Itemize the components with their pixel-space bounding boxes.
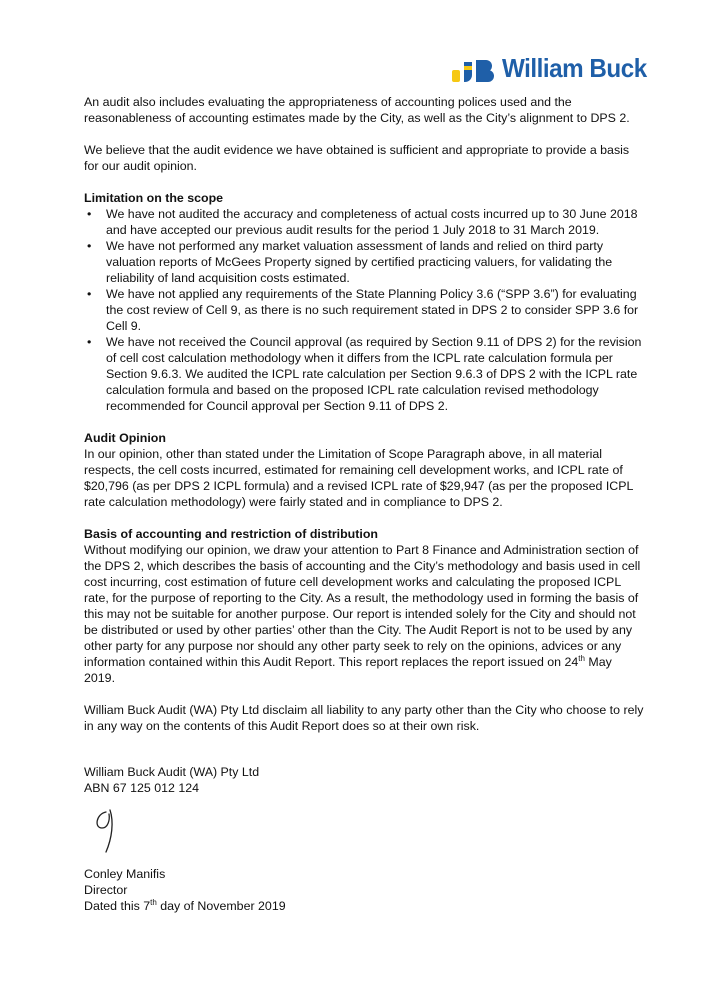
report-body — [84, 94, 644, 914]
disclaimer-paragraph: William Buck Audit (WA) Pty Ltd disclaim all liability to any party other than the City who choose to rely in any way on the contents of this Audit Report does so at their own risk. — [84, 703, 644, 733]
limitation-item: • We have not applied any requirements of the State Planning Policy 3.6 (“SPP 3.6”) for evaluating the cost review of Cell 9, as there is no such requirement stated in DPS 2 to consider SPP 3.6 for Cell 9. — [84, 286, 644, 334]
abn-number: ABN 67 125 012 124 — [84, 781, 200, 795]
dated-prefix: Dated this 7 — [84, 899, 151, 913]
intro-paragraph-2: We believe that the audit evidence we have obtained is sufficient and appropriate to provide a basis for our audit opinion. — [84, 143, 630, 173]
opinion-heading: Audit Opinion — [84, 431, 166, 445]
limitation-item: • We have not audited the accuracy and completeness of actual costs incurred up to 30 June 2018 and have accepted our previous audit results for the period 1 July 2018 to 31 March 2019. — [84, 206, 644, 238]
signatory-name: Conley Manifis — [84, 867, 166, 881]
logo-text: William Buck — [502, 53, 647, 83]
basis-date-tail: May 2019. — [84, 655, 612, 685]
william-buck-logo — [452, 52, 687, 84]
dated-tail: day of November 2019 — [156, 899, 286, 913]
limitation-list — [84, 206, 644, 414]
intro-paragraph-1: An audit also includes evaluating the appropriateness of accounting polices used and the reasonableness of accounting estimates made by the City, as well as the City’s alignment to DPS 2. — [84, 95, 630, 125]
signatory-title: Director — [84, 883, 128, 897]
basis-date-suffix: th — [578, 653, 585, 663]
basis-text: Without modifying our opinion, we draw your attention to Part 8 Finance and Administration section of the DPS 2, which describes the basis of accounting and the City’s methodology and basis used in cell cost incurring, cost estimation of future cell development works and calculating the proposed ICPL rate, for the purpose of reporting to the City. As a result, the methodology used in forming the basis of this may not be suitable for another purpose. Our report is intended solely for the City and should not be distributed or used by other parties’ other than the City. The Audit Report is not to be used by any other party for any purpose nor should any other party seek to rely on the opinions, advices or any information contained within this Audit Report. This report replaces the report issued on 24 — [84, 543, 641, 669]
basis-paragraph — [84, 542, 644, 686]
dated-line — [84, 898, 644, 914]
limitation-heading: Limitation on the scope — [84, 191, 224, 205]
logo-mark-icon — [452, 54, 498, 82]
signoff-block — [84, 764, 644, 914]
dated-suffix: th — [150, 897, 157, 907]
opinion-paragraph: In our opinion, other than stated under the Limitation of Scope Paragraph above, in all material respects, the cell costs incurred, estimated for remaining cell development works, and ICPL rate of $20,796 (as per DPS 2 ICPL formula) and a revised ICPL rate of $29,947 (as per the proposed ICPL rate calculation methodology) were fairly stated and in compliance to DPS 2. — [84, 447, 633, 509]
signature-image — [90, 804, 644, 854]
limitation-item: • We have not performed any market valuation assessment of lands and relied on third party valuation reports of McGees Property signed by certified practicing valuers, for validating the reliability of land acquisition costs estimated. — [84, 238, 644, 286]
basis-heading: Basis of accounting and restriction of distribution — [84, 527, 378, 541]
limitation-item: • We have not received the Council approval (as required by Section 9.11 of DPS 2) for the revision of cell cost calculation methodology when it differs from the ICPL rate calculation formula per Section 9.6.3. We audited the ICPL rate calculation per Section 9.6.3 of DPS 2 with the ICPL rate calculation formula and based on the proposed ICPL rate calculation revised methodology recommended for Council approval per Section 9.11 of DPS 2. — [84, 334, 644, 414]
firm-name: William Buck Audit (WA) Pty Ltd — [84, 765, 260, 779]
